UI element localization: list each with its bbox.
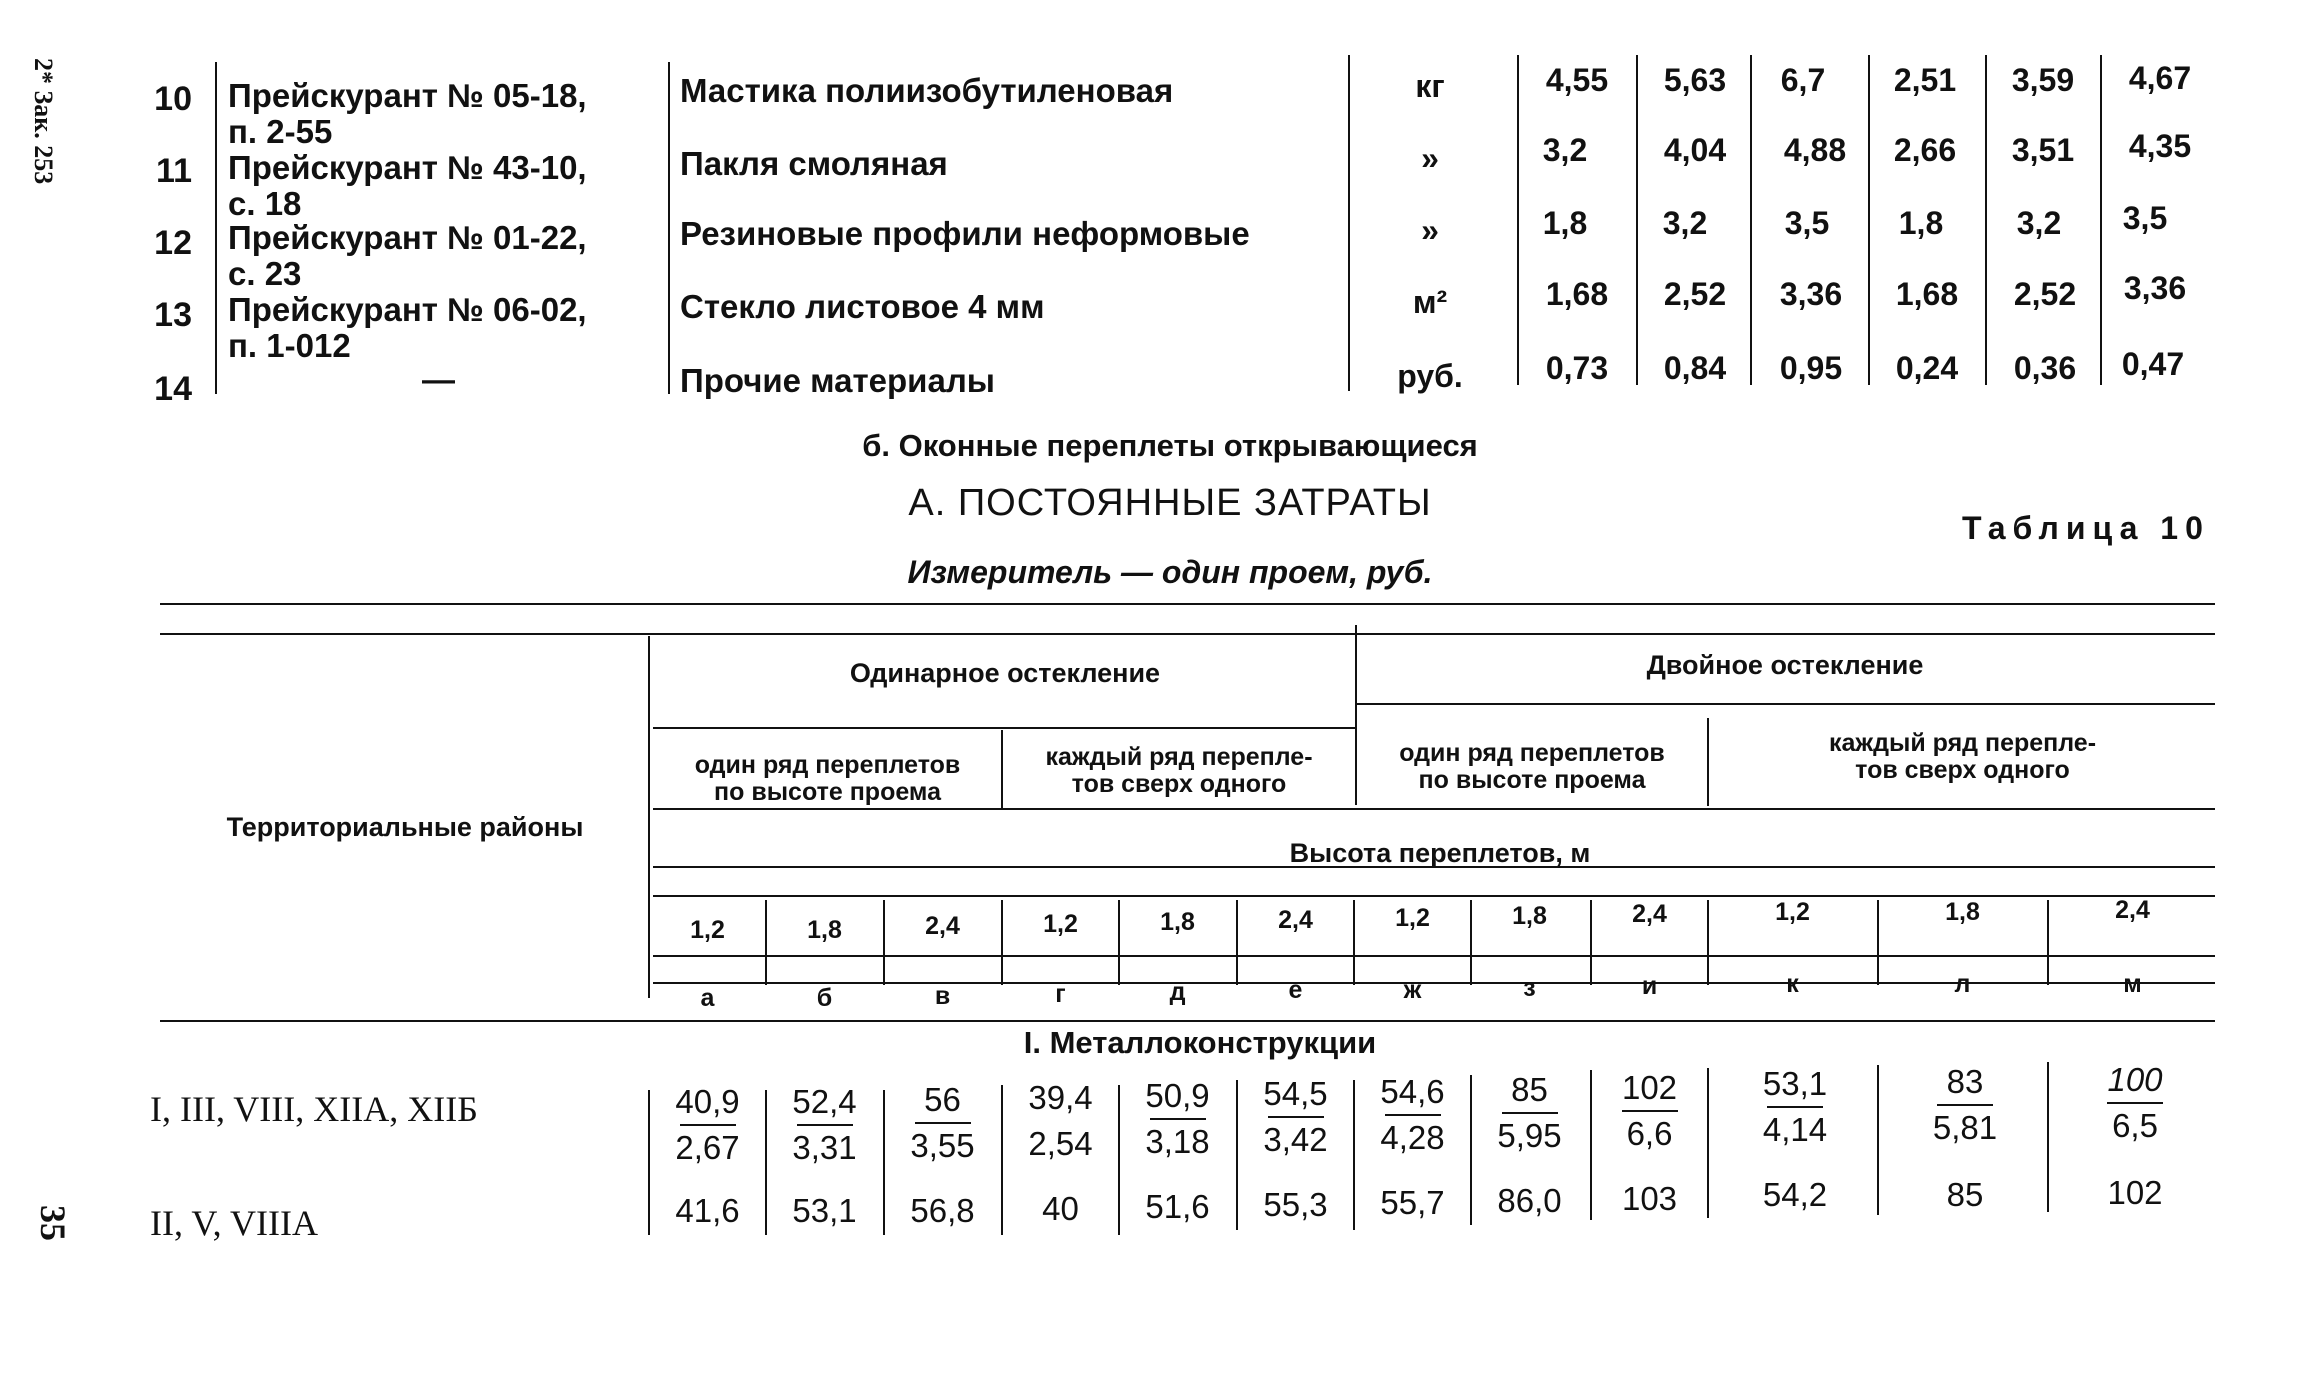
row-number: 11 <box>156 152 192 190</box>
height-value: 1,2 <box>1775 898 1810 926</box>
fraction-cell <box>1592 1066 1707 1156</box>
numerator: 85 <box>1511 1071 1548 1108</box>
fraction-cell <box>2050 1058 2220 1148</box>
group-line: по высоте проема <box>714 778 941 806</box>
source-ref: Прейскурант № 06-02, <box>228 291 587 328</box>
value: 1,68 <box>1895 276 1959 312</box>
value: 0,36 <box>2013 350 2077 386</box>
group-line: каждый ряд перепле- <box>1045 743 1313 771</box>
denominator: 5,81 <box>1932 1109 1998 1146</box>
row-number: 14 <box>154 370 192 408</box>
group-single-each <box>1003 744 1355 798</box>
value: 3,51 <box>2011 132 2075 168</box>
unit: » <box>1421 140 1439 176</box>
denominator: 3,55 <box>910 1127 975 1164</box>
value: 3,2 <box>1542 132 1588 168</box>
value: 3,59 <box>2011 62 2075 98</box>
source-ref-page: с. 18 <box>228 185 302 222</box>
value: 4,88 <box>1783 132 1847 168</box>
value: 1,68 <box>1545 276 1609 312</box>
glazing-single: Одинарное остекление <box>849 658 1161 688</box>
table-rule <box>160 603 2215 605</box>
value-cell: 56,8 <box>910 1192 975 1229</box>
value: 4,55 <box>1545 62 1609 98</box>
subsection-title: б. Оконные переплеты открывающиеся <box>862 428 1478 463</box>
list-rule <box>215 62 217 394</box>
region-label: II, V, VIIIА <box>150 1203 318 1243</box>
height-value: 1,2 <box>1395 904 1430 932</box>
value-cell: 53,1 <box>792 1192 857 1229</box>
glazing-double: Двойное остекление <box>1646 650 1924 680</box>
value: 6,7 <box>1780 62 1826 98</box>
height-value: 2,4 <box>1632 900 1667 928</box>
group-line: по высоте проема <box>1418 766 1646 794</box>
numerator: 53,1 <box>1762 1065 1828 1102</box>
value-cell: 55,3 <box>1263 1186 1328 1223</box>
numerator: 40,9 <box>675 1083 740 1120</box>
value: 2,52 <box>1663 276 1727 312</box>
section-metal: I. Металлоконструкции <box>1023 1025 1377 1060</box>
denominator: 3,31 <box>792 1129 857 1166</box>
value: 3,5 <box>1784 205 1830 241</box>
fraction-cell <box>1710 1062 1880 1152</box>
value-cell: 86,0 <box>1497 1182 1562 1219</box>
row-number: 13 <box>154 296 192 334</box>
source-ref-page: п. 2-55 <box>228 113 333 150</box>
fraction-cell <box>650 1080 765 1170</box>
group-single-one <box>655 752 1000 806</box>
value: 3,2 <box>2016 205 2062 241</box>
table-rule <box>1355 625 1357 805</box>
value-cell: 54,2 <box>1762 1176 1828 1213</box>
group-double-each <box>1710 730 2215 784</box>
height-value: 1,8 <box>1945 898 1980 926</box>
value: 0,73 <box>1545 350 1609 386</box>
numerator: 102 <box>1621 1069 1678 1106</box>
list-rule <box>1348 55 1350 391</box>
source-ref: — <box>422 361 455 398</box>
row-number: 12 <box>154 224 192 262</box>
value: 5,63 <box>1663 62 1727 98</box>
list-rule <box>668 62 670 394</box>
table-rule <box>653 955 2215 957</box>
value-cell: 51,6 <box>1145 1188 1210 1225</box>
group-line: один ряд переплетов <box>1399 739 1665 767</box>
fraction-cell <box>767 1080 882 1170</box>
value: 2,52 <box>2013 276 2077 312</box>
column-letter: л <box>1954 970 1971 998</box>
numerator: 50,9 <box>1145 1077 1210 1114</box>
column-letter: в <box>934 982 951 1010</box>
section-title: А. ПОСТОЯННЫЕ ЗАТРАТЫ <box>908 482 1432 524</box>
value: 1,8 <box>1542 205 1588 241</box>
value: 1,8 <box>1898 205 1944 241</box>
value: 4,67 <box>2128 60 2192 96</box>
value-cell: 41,6 <box>675 1192 740 1229</box>
table-rule <box>1707 718 1709 806</box>
order-mark: 2* Зак. 253 <box>29 58 58 185</box>
value: 0,24 <box>1895 350 1959 386</box>
denominator: 6,5 <box>2112 1107 2158 1144</box>
page-number: 35 <box>33 1205 73 1241</box>
fraction-cell <box>1880 1060 2050 1150</box>
value-cell: 85 <box>1946 1176 1984 1213</box>
table-rule <box>1355 703 2215 705</box>
numerator: 54,6 <box>1380 1073 1445 1110</box>
material-name: Прочие материалы <box>680 362 995 399</box>
denominator: 4,28 <box>1380 1119 1445 1156</box>
fraction-cell <box>1472 1068 1587 1158</box>
unit: » <box>1421 212 1439 248</box>
source-ref: Прейскурант № 43-10, <box>228 149 587 186</box>
numerator: 54,5 <box>1263 1075 1328 1112</box>
value: 0,95 <box>1779 350 1843 386</box>
row-header: Территориальные районы <box>226 812 584 842</box>
denominator: 2,67 <box>675 1129 740 1166</box>
value-cell: 40 <box>1042 1190 1079 1227</box>
group-line: каждый ряд перепле- <box>1828 729 2097 757</box>
material-name: Мастика полиизобутиленовая <box>680 72 1174 109</box>
group-line: один ряд переплетов <box>694 751 961 779</box>
source-ref: Прейскурант № 05-18, <box>228 77 587 114</box>
value: 0,47 <box>2121 346 2185 382</box>
height-value: 2,4 <box>2115 896 2150 924</box>
unit: кг <box>1415 68 1445 104</box>
height-value: 1,8 <box>1512 902 1547 930</box>
numerator: 39,4 <box>1028 1079 1093 1116</box>
value-cell: 55,7 <box>1380 1184 1445 1221</box>
column-letter: г <box>1055 980 1066 1008</box>
column-letter: д <box>1169 978 1186 1006</box>
height-value: 1,2 <box>690 916 725 944</box>
value-cell: 102 <box>2107 1174 2163 1211</box>
numerator: 52,4 <box>792 1083 857 1120</box>
height-value: 1,8 <box>807 916 842 944</box>
denominator: 4,14 <box>1762 1111 1828 1148</box>
value: 3,36 <box>2123 270 2187 306</box>
value: 0,84 <box>1663 350 1727 386</box>
height-value: 2,4 <box>1278 906 1313 934</box>
unit: руб. <box>1397 358 1463 394</box>
region-label: I, III, VIII, XIIА, XIIБ <box>150 1089 478 1129</box>
numerator: 56 <box>924 1081 961 1118</box>
fraction-cell <box>885 1078 1000 1168</box>
column-letter: м <box>2123 970 2142 998</box>
numerator: 100 <box>2107 1061 2163 1098</box>
column-letter: з <box>1523 974 1536 1002</box>
table-rule <box>653 895 2215 897</box>
value: 4,04 <box>1663 132 1727 168</box>
height-value: 2,4 <box>925 912 960 940</box>
table-rule <box>1707 900 1709 985</box>
value: 3,36 <box>1779 276 1843 312</box>
fraction-cell <box>1120 1074 1235 1164</box>
height-label: Высота переплетов, м <box>1289 838 1591 868</box>
group-double-one <box>1358 740 1706 794</box>
material-name: Стекло листовое 4 мм <box>680 288 1045 325</box>
denominator: 3,42 <box>1263 1121 1328 1158</box>
value: 2,66 <box>1893 132 1957 168</box>
table-rule <box>653 808 2215 810</box>
unit: м² <box>1412 284 1448 320</box>
material-name: Резиновые профили неформовые <box>680 215 1250 252</box>
fraction-cell <box>1238 1072 1353 1162</box>
column-letter: а <box>700 984 715 1012</box>
value: 3,2 <box>1662 205 1708 241</box>
column-letter: к <box>1786 970 1799 998</box>
group-line: тов сверх одного <box>1071 770 1287 798</box>
numerator: 83 <box>1946 1063 1984 1100</box>
table-rule <box>160 633 2215 635</box>
column-letter: е <box>1288 976 1303 1004</box>
material-name: Пакля смоляная <box>680 145 948 182</box>
denominator: 2,54 <box>1028 1125 1093 1162</box>
value: 4,35 <box>2128 128 2192 164</box>
row-number: 10 <box>154 80 192 118</box>
height-value: 1,2 <box>1043 910 1078 938</box>
column-letter: б <box>816 984 833 1012</box>
value: 3,5 <box>2122 200 2168 236</box>
table-label: Таблица 10 <box>1962 510 2210 546</box>
fraction-cell <box>1003 1076 1118 1166</box>
height-value: 1,8 <box>1160 908 1195 936</box>
table-rule <box>2047 900 2049 985</box>
denominator: 5,95 <box>1497 1117 1562 1154</box>
table-rule <box>1877 900 1879 985</box>
value: 2,51 <box>1893 62 1957 98</box>
column-letter: ж <box>1403 976 1422 1004</box>
denominator: 6,6 <box>1626 1115 1673 1152</box>
table-rule <box>1707 1068 1709 1218</box>
value-cell: 103 <box>1621 1180 1678 1217</box>
column-letter: и <box>1641 972 1658 1000</box>
fraction-cell <box>1355 1070 1470 1160</box>
source-ref: Прейскурант № 01-22, <box>228 219 587 256</box>
source-ref-page: п. 1-012 <box>228 327 351 364</box>
table-rule <box>653 727 1356 729</box>
group-line: тов сверх одного <box>1855 756 2070 784</box>
denominator: 3,18 <box>1145 1123 1210 1160</box>
measure-unit: Измеритель — один проем, руб. <box>907 554 1433 590</box>
table-rule <box>160 1020 2215 1022</box>
source-ref-page: с. 23 <box>228 255 302 292</box>
